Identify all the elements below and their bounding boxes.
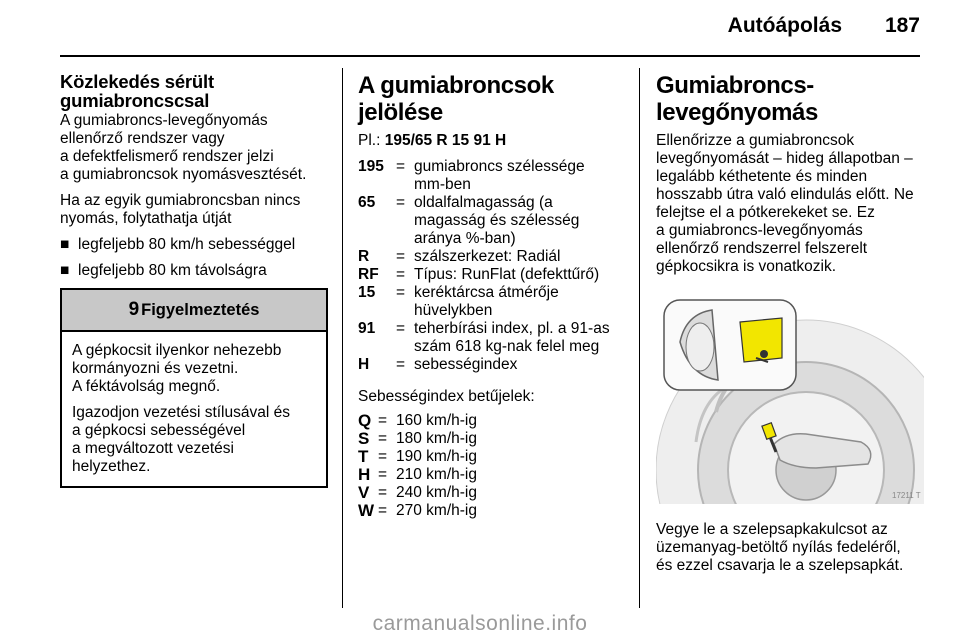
speed-key: T	[358, 447, 369, 466]
text-line: teherbírási index, pl. a 91-as	[414, 320, 610, 337]
tyre-pressure-heading	[656, 72, 926, 126]
header-rule	[60, 55, 920, 57]
warning-paragraph-2	[72, 404, 316, 476]
definition-row	[358, 356, 620, 374]
speed-row	[358, 466, 620, 484]
definition-key: RF	[358, 266, 379, 283]
definition-key: H	[358, 356, 370, 373]
watermark: carmanualsonline.info	[372, 612, 588, 635]
definition-row	[358, 194, 620, 248]
text-line: Vegye le a szelepsapkakulcsot az	[656, 521, 888, 538]
definition-value: sebességindex	[414, 356, 518, 373]
speed-key: Q	[358, 411, 372, 430]
example-line	[358, 132, 620, 150]
tyre-marking-heading: A gumiabroncsok jelölése	[358, 72, 554, 126]
warning-paragraph-1	[72, 342, 316, 396]
text-line: oldalfalmagasság (a	[414, 194, 553, 211]
text-line: üzemanyag-betöltő nyílás fedeléről,	[656, 539, 901, 556]
text-line: ellenőrző rendszerrel felszerelt	[656, 240, 868, 257]
text-line: és ezzel csavarja le a szelepsapkát.	[656, 557, 904, 574]
bullet-distance	[60, 262, 328, 280]
equals-sign: =	[396, 320, 406, 337]
text-line: aránya %-ban)	[414, 230, 516, 247]
bullet-text: legfeljebb 80 km távolságra	[78, 262, 267, 279]
text-line: hosszabb útra való elindulás előtt. Ne	[656, 186, 914, 203]
definition-row	[358, 284, 620, 320]
equals-sign: =	[396, 248, 406, 265]
speed-value: 210 km/h-ig	[396, 466, 477, 483]
speed-row	[358, 484, 620, 502]
bullet-text: legfeljebb 80 km/h sebességgel	[78, 236, 296, 253]
definition-value	[414, 284, 620, 320]
text-line: ellenőrző rendszer vagy	[60, 130, 225, 147]
text-line: mm-ben	[414, 176, 471, 193]
speed-index-list	[358, 412, 620, 520]
text-line: levegőnyomását – hideg állapotban –	[656, 150, 913, 167]
text-line: gumiabroncs szélessége	[414, 158, 585, 175]
speed-row	[358, 412, 620, 430]
text-line: hüvelykben	[414, 302, 493, 319]
valve-cap-figure	[656, 292, 924, 504]
text-line: felejtse el a pótkerekeket se. Ez	[656, 204, 875, 221]
bullet-square-icon: ■	[60, 236, 70, 253]
speed-row	[358, 502, 620, 520]
text-line: magasság és szélesség	[414, 212, 580, 229]
equals-sign: =	[396, 266, 406, 283]
valve-cap-paragraph	[656, 521, 926, 575]
definition-key: 15	[358, 284, 376, 301]
page-number: 187	[884, 14, 920, 37]
speed-value: 240 km/h-ig	[396, 484, 477, 501]
text-line: Igazodjon vezetési stílusával és	[72, 404, 290, 421]
speed-key: S	[358, 429, 370, 448]
equals-sign: =	[378, 466, 388, 483]
tyre-code-definitions	[358, 158, 620, 374]
column-3	[656, 72, 926, 583]
definition-key: 195	[358, 158, 384, 175]
text-line: a gumiabroncsok nyomásvesztését.	[60, 166, 307, 183]
speed-row	[358, 430, 620, 448]
definition-row	[358, 158, 620, 194]
page-header	[0, 0, 960, 46]
example-prefix: Pl.:	[358, 132, 385, 149]
tpms-paragraph	[60, 112, 328, 184]
definition-value	[414, 158, 620, 194]
equals-sign: =	[396, 356, 406, 373]
definition-key: 91	[358, 320, 376, 337]
definition-row	[358, 320, 620, 356]
speed-key: W	[358, 501, 375, 520]
fuel-flap-inset	[664, 300, 796, 390]
equals-sign: =	[378, 502, 388, 519]
text-line: Ha az egyik gumiabroncsban nincs	[60, 192, 301, 209]
warning-title: Figyelmeztetés	[141, 300, 260, 319]
text-line: keréktárcsa átmérője	[414, 284, 559, 301]
text-line: legalább kéthetente és minden	[656, 168, 868, 185]
definition-key: 65	[358, 194, 376, 211]
text-line: A féktávolság megnő.	[72, 378, 221, 395]
warning-icon: 9	[128, 299, 140, 320]
warning-header	[62, 290, 326, 332]
definition-value: Típus: RunFlat (defekttűrő)	[414, 266, 600, 283]
pressure-check-paragraph	[656, 132, 926, 276]
text-line: szám 618 kg-nak felel meg	[414, 338, 600, 355]
text-line: Ellenőrizze a gumiabroncsok	[656, 132, 855, 149]
text-line: A gumiabroncs-levegőnyomás	[60, 112, 268, 129]
section-title: Autóápolás	[727, 14, 842, 37]
text-line: a defektfelismerő rendszer jelzi	[60, 148, 274, 165]
text-line: nyomás, folytathatja útját	[60, 210, 232, 227]
example-code: 195/65 R 15 91 H	[384, 132, 507, 149]
definition-row	[358, 248, 620, 266]
bullet-square-icon: ■	[60, 262, 70, 279]
text-line: kormányozni és vezetni.	[72, 360, 239, 377]
speed-value: 160 km/h-ig	[396, 412, 477, 429]
equals-sign: =	[396, 194, 406, 211]
no-pressure-paragraph	[60, 192, 328, 228]
equals-sign: =	[396, 284, 406, 301]
text-line: helyzethez.	[72, 458, 151, 475]
speed-row	[358, 448, 620, 466]
equals-sign: =	[378, 430, 388, 447]
speed-value: 190 km/h-ig	[396, 448, 477, 465]
warning-box	[60, 288, 328, 488]
heading-line: Gumiabroncs-	[656, 72, 814, 99]
column-1	[60, 72, 328, 488]
speed-key: V	[358, 483, 370, 502]
definition-value	[414, 194, 620, 248]
heading-line: levegőnyomás	[656, 99, 818, 126]
column-2	[358, 72, 620, 520]
speed-value: 270 km/h-ig	[396, 502, 477, 519]
text-line: a gumiabroncs-levegőnyomás	[656, 222, 863, 239]
text-line: a gépkocsi sebességével	[72, 422, 246, 439]
equals-sign: =	[378, 484, 388, 501]
warning-body	[62, 332, 326, 486]
equals-sign: =	[396, 158, 406, 175]
equals-sign: =	[378, 448, 388, 465]
definition-value	[414, 320, 620, 356]
definition-key: R	[358, 248, 370, 265]
text-line: A gépkocsit ilyenkor nehezebb	[72, 342, 282, 359]
definition-row	[358, 266, 620, 284]
damaged-tyre-heading: Közlekedés sérült gumiabroncscsal	[60, 71, 214, 111]
equals-sign: =	[378, 412, 388, 429]
definition-value: szálszerkezet: Radiál	[414, 248, 561, 265]
speed-key: H	[358, 465, 371, 484]
speed-index-intro: Sebességindex betűjelek:	[358, 388, 535, 405]
figure-id: 17211 T	[892, 491, 921, 500]
column-divider-1	[342, 68, 343, 608]
text-line: a megváltozott vezetési	[72, 440, 234, 457]
speed-value: 180 km/h-ig	[396, 430, 477, 447]
bullet-speed	[60, 236, 328, 254]
text-line: gépkocsikra is vonatkozik.	[656, 258, 837, 275]
column-divider-2	[639, 68, 640, 608]
